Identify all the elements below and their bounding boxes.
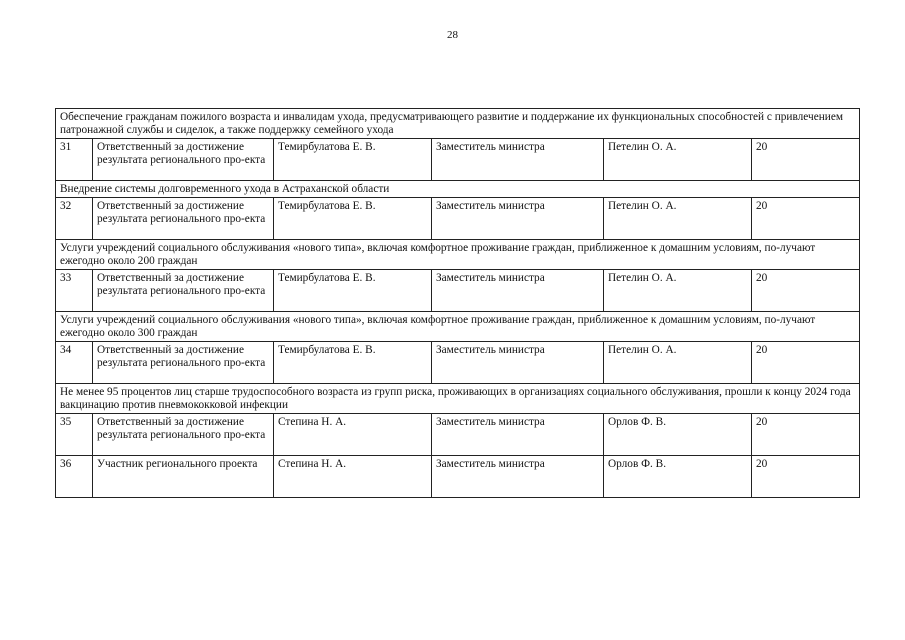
role-cell: Ответственный за достижение результата регионального про-екта (93, 139, 274, 181)
section-row (56, 384, 860, 414)
section-row (56, 181, 860, 198)
row-number-cell: 32 (56, 198, 93, 240)
position-cell: Заместитель министра (432, 198, 604, 240)
table-body (56, 109, 860, 498)
percent-cell: 20 (752, 198, 860, 240)
position-cell: Заместитель министра (432, 139, 604, 181)
role-cell: Ответственный за достижение результата регионального про-екта (93, 414, 274, 456)
responsible-name-cell: Темирбулатова Е. В. (274, 270, 432, 312)
section-title: Не менее 95 процентов лиц старше трудоспособного возраста из групп риска, проживающих в организациях социального обслуживания, прошли к концу 2024 года вакцинацию против пневмококковой инфекции (56, 384, 860, 414)
section-title: Услуги учреждений социального обслуживания «нового типа», включая комфортное проживание граждан, приближенное к домашним условиям, по-лучают ежегодно около 200 граждан (56, 240, 860, 270)
supervisor-cell: Орлов Ф. В. (604, 456, 752, 498)
position-cell: Заместитель министра (432, 270, 604, 312)
role-cell: Ответственный за достижение результата регионального про-екта (93, 198, 274, 240)
row-number-cell: 34 (56, 342, 93, 384)
table-row (56, 414, 860, 456)
supervisor-cell: Петелин О. А. (604, 342, 752, 384)
section-title: Внедрение системы долговременного ухода в Астраханской области (56, 181, 860, 198)
row-number-cell: 31 (56, 139, 93, 181)
responsibility-table (55, 108, 860, 498)
page-number: 28 (447, 29, 458, 41)
role-cell: Ответственный за достижение результата регионального про-екта (93, 342, 274, 384)
section-row (56, 312, 860, 342)
responsible-name-cell: Степина Н. А. (274, 456, 432, 498)
responsible-name-cell: Темирбулатова Е. В. (274, 342, 432, 384)
row-number-cell: 36 (56, 456, 93, 498)
section-row (56, 109, 860, 139)
percent-cell: 20 (752, 342, 860, 384)
table-row (56, 270, 860, 312)
table-row (56, 139, 860, 181)
supervisor-cell: Петелин О. А. (604, 198, 752, 240)
supervisor-cell: Петелин О. А. (604, 270, 752, 312)
percent-cell: 20 (752, 139, 860, 181)
section-row (56, 240, 860, 270)
table-row (56, 198, 860, 240)
responsible-name-cell: Темирбулатова Е. В. (274, 139, 432, 181)
section-title: Услуги учреждений социального обслуживания «нового типа», включая комфортное проживание граждан, приближенное к домашним условиям, по-лучают ежегодно около 300 граждан (56, 312, 860, 342)
role-cell: Ответственный за достижение результата регионального про-екта (93, 270, 274, 312)
percent-cell: 20 (752, 414, 860, 456)
responsible-name-cell: Степина Н. А. (274, 414, 432, 456)
role-cell: Участник регионального проекта (93, 456, 274, 498)
responsible-name-cell: Темирбулатова Е. В. (274, 198, 432, 240)
table-row (56, 342, 860, 384)
row-number-cell: 35 (56, 414, 93, 456)
supervisor-cell: Петелин О. А. (604, 139, 752, 181)
supervisor-cell: Орлов Ф. В. (604, 414, 752, 456)
position-cell: Заместитель министра (432, 414, 604, 456)
table-row (56, 456, 860, 498)
percent-cell: 20 (752, 270, 860, 312)
percent-cell: 20 (752, 456, 860, 498)
row-number-cell: 33 (56, 270, 93, 312)
position-cell: Заместитель министра (432, 342, 604, 384)
position-cell: Заместитель министра (432, 456, 604, 498)
section-title: Обеспечение гражданам пожилого возраста и инвалидам ухода, предусматривающего развитие и поддержание их функциональных способностей с привлечением патронажной службы и сиделок, а также поддержку семейного ухода (56, 109, 860, 139)
